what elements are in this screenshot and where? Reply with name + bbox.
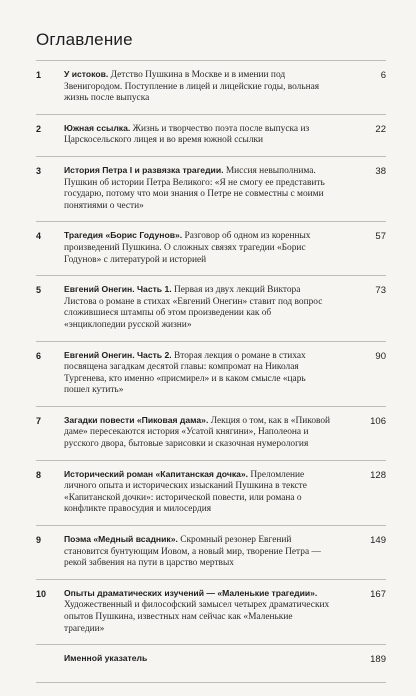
entry-number: 7 — [36, 415, 42, 426]
entry-number: 3 — [36, 165, 42, 176]
toc-entry — [36, 525, 386, 579]
entry-description: Скромный резонер Евгений становится бунтующим Иовом, а новый мир, творение Петра — рекой забвения на пути в царство мертвых — [64, 535, 321, 569]
entry-page-number: 57 — [375, 231, 386, 243]
entry-text — [64, 165, 332, 212]
entry-number: 5 — [36, 285, 42, 296]
entry-text — [64, 415, 332, 451]
entry-description: Вторая лекция о романе в стихах посвящена загадкам десятой главы: компромат на Николая Тургенева, кто именно «присмирел» и в каком смысле «царь пошел кутить» — [64, 350, 306, 396]
entry-heading: Поэма «Медный всадник». — [64, 534, 178, 545]
entry-description: Лекция о том, как в «Пиковой даме» пересекаются история «Усатой княгини», Наполеона и русского двора, бытовые зарисовки и сказочная нумерология — [64, 415, 331, 450]
entry-page-number: 167 — [370, 588, 386, 600]
entry-page-number: 6 — [380, 70, 386, 81]
table-of-contents — [36, 60, 386, 683]
entry-number: 10 — [36, 588, 47, 599]
entry-heading: У истоков. — [64, 69, 109, 79]
toc-entry — [36, 341, 386, 406]
entry-text — [64, 230, 332, 266]
entry-heading: Евгений Онегин. Часть 1. — [64, 284, 172, 295]
entry-description: Детство Пушкина в Москве и в имении под Звенигородом. Поступление в лицей и лицейские годы, вольная жизнь после выпуска — [64, 70, 320, 104]
entry-heading: Загадки повести «Пиковая дама». — [64, 414, 209, 425]
entry-page-number: 106 — [370, 415, 386, 427]
toc-entry — [36, 644, 386, 683]
entry-number: 9 — [36, 535, 42, 546]
entry-page-number: 90 — [375, 350, 386, 362]
entry-text — [64, 469, 332, 516]
entry-heading: История Петра I и развязка трагедии. — [64, 164, 224, 175]
entry-text — [64, 653, 332, 666]
toc-entry — [36, 156, 386, 221]
entry-description: Жизнь и творчество поэта после выпуска из Царскосельского лицея и во время южной ссылки — [64, 123, 310, 146]
entry-description: Миссия невыполнима. Пушкин об истории Петра Великого: «Я не смогу ее представить государю, потому что мои знания о Петре не совместны с моими понятиями о чести» — [64, 165, 325, 211]
entry-heading: Трагедия «Борис Годунов». — [64, 230, 183, 241]
entry-text — [64, 350, 332, 397]
entry-text — [64, 588, 332, 635]
toc-entry — [36, 221, 386, 275]
entry-number: 4 — [36, 231, 42, 242]
entry-number: 2 — [36, 123, 42, 134]
entry-description: Преломление личного опыта и исторических изысканий Пушкина в тексте «Капитанской дочки»: исторической повести, или романа о конфликте правосудия и милосердия — [64, 469, 307, 515]
entry-description: Художественный и философский замысел четырех драматических опытов Пушкина, известных нам сейчас как «Маленькие трагедии» — [64, 600, 330, 634]
entry-page-number: 128 — [370, 469, 386, 481]
entry-page-number: 22 — [375, 123, 386, 135]
entry-page-number: 38 — [375, 165, 386, 177]
entry-text — [64, 284, 332, 331]
toc-entry — [36, 579, 386, 644]
entry-heading: Именной указатель — [64, 653, 148, 664]
entry-text — [64, 534, 332, 570]
entry-text — [64, 69, 332, 105]
toc-entry — [36, 114, 386, 156]
entry-number: 8 — [36, 469, 42, 480]
entry-number: 6 — [36, 350, 42, 361]
toc-entry — [36, 460, 386, 525]
entry-page-number: 189 — [370, 654, 386, 666]
entry-text — [64, 123, 332, 147]
entry-description: Разговор об одном из коренных произведений Пушкина. О сложных связях трагедии «Борис Годунов» с литературой и историей — [64, 231, 311, 265]
toc-entry — [36, 406, 386, 460]
entry-heading: Опыты драматических изучений — «Маленькие трагедии». — [64, 587, 318, 598]
entry-heading: Евгений Онегин. Часть 2. — [64, 349, 172, 360]
entry-number: 1 — [36, 70, 42, 80]
entry-page-number: 73 — [375, 285, 386, 297]
entry-description: Первая из двух лекций Виктора Листова о романе в стихах «Евгений Онегин» ставит под вопрос сложившиеся штампы об этом произведении как об «энциклопедии русской жизни» — [64, 285, 323, 330]
entry-heading: Исторический роман «Капитанская дочка». — [64, 468, 249, 479]
entry-heading: Южная ссылка. — [64, 122, 131, 133]
entry-page-number: 149 — [370, 535, 386, 547]
page-title: Оглавление — [36, 30, 133, 49]
toc-entry — [36, 60, 386, 114]
toc-entry — [36, 275, 386, 340]
